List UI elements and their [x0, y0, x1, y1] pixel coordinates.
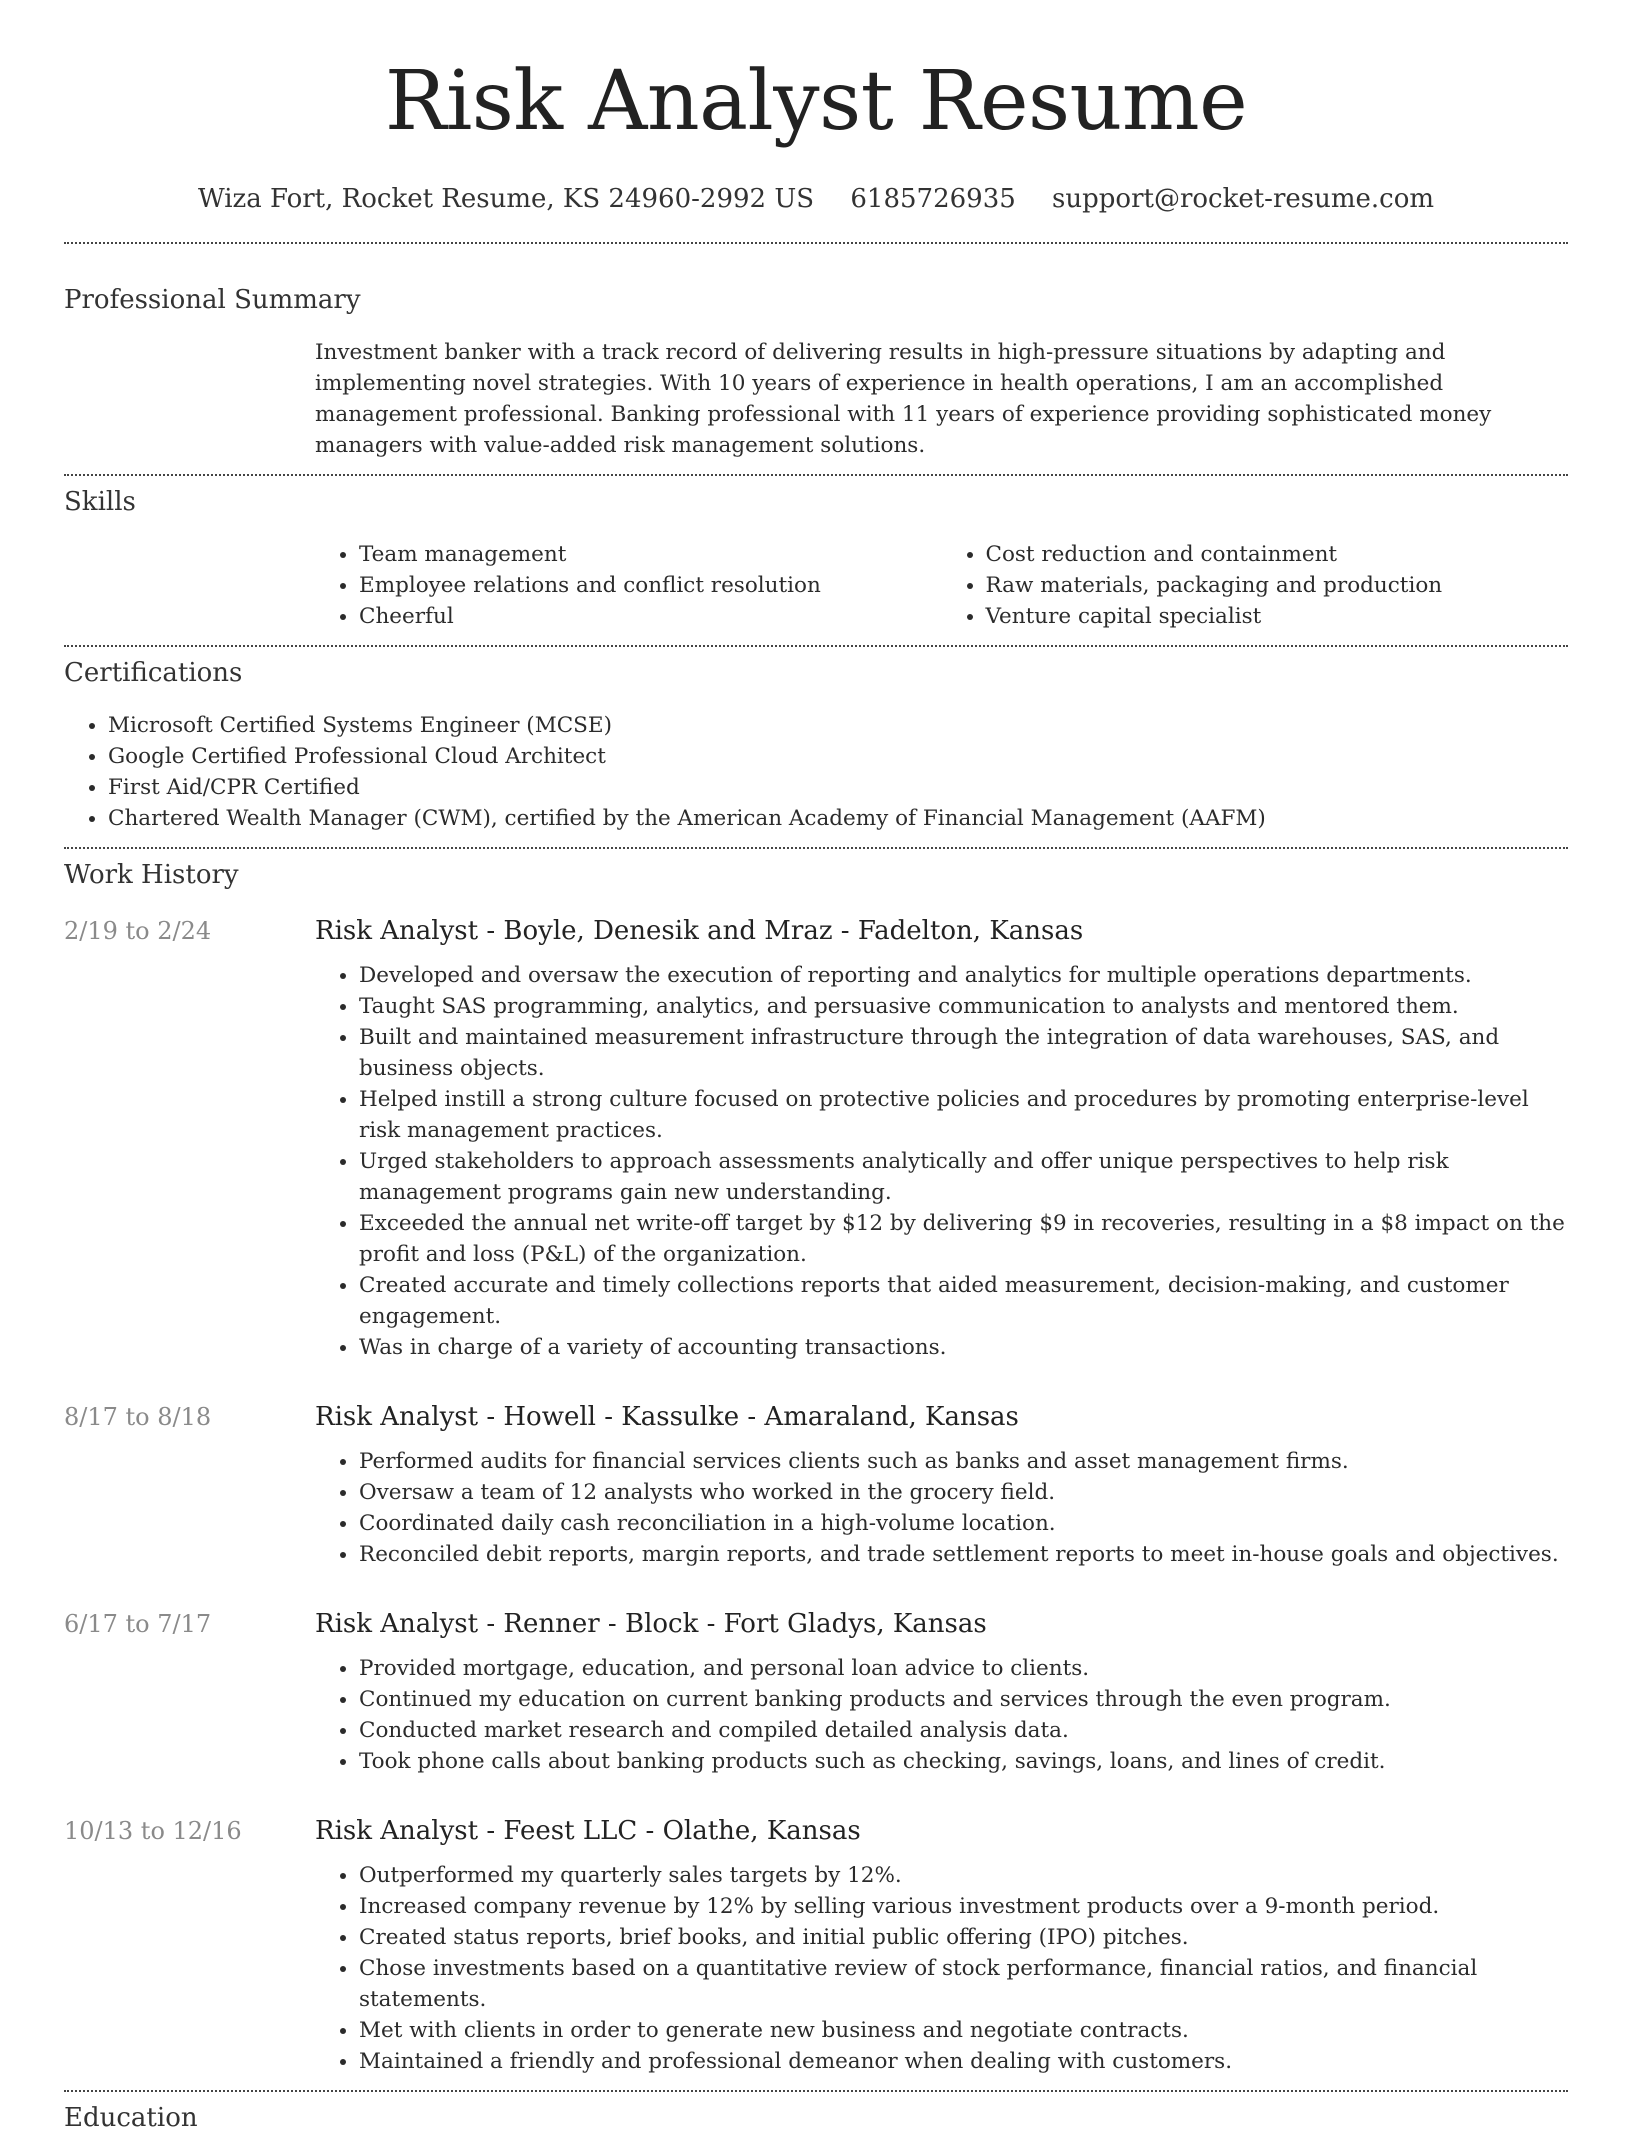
job-bullets — [315, 1653, 1568, 1777]
skill-item: • Raw materials, packaging and production — [986, 570, 1569, 601]
job-dates: 10/13 to 12/16 — [64, 1817, 242, 1845]
skill-item: • Venture capital specialist — [986, 601, 1569, 632]
summary-section — [64, 284, 1568, 461]
job-dates: 2/19 to 2/24 — [64, 917, 212, 945]
job-bullets — [315, 960, 1568, 1363]
skills-section — [64, 486, 1568, 632]
summary-heading: Professional Summary — [64, 285, 361, 315]
job-bullet: • Oversaw a team of 12 analysts who worked in the grocery field. — [359, 1477, 1568, 1508]
job-bullet: • Increased company revenue by 12% by selling various investment products over a 9-month period. — [359, 1891, 1568, 1922]
job-bullet: • Coordinated daily cash reconciliation in a high-volume location. — [359, 1508, 1568, 1539]
skills-columns — [315, 539, 1568, 632]
certification-item: • First Aid/CPR Certified — [108, 772, 1568, 803]
section-divider — [64, 474, 1568, 476]
job-bullet: • Taught SAS programming, analytics, and persuasive communication to analysts and mentored them. — [359, 991, 1568, 1022]
job-bullet: • Built and maintained measurement infrastructure through the integration of data warehouses, SAS, and business objects. — [359, 1022, 1568, 1084]
skills-list-left — [315, 539, 942, 632]
section-divider — [64, 2090, 1568, 2092]
job-bullets — [315, 1446, 1568, 1570]
education-section — [64, 2102, 1568, 2134]
job-bullet: • Performed audits for financial services clients such as banks and asset management firms. — [359, 1446, 1568, 1477]
contact-phone: 6185726935 — [850, 184, 1016, 214]
education-heading: Education — [64, 2103, 198, 2133]
certification-item: • Chartered Wealth Manager (CWM), certified by the American Academy of Financial Management (AAFM) — [108, 803, 1568, 834]
certification-item: • Google Certified Professional Cloud Architect — [108, 741, 1568, 772]
job-bullet: • Chose investments based on a quantitative review of stock performance, financial ratios, and financial statements. — [359, 1953, 1568, 2015]
job-bullet: • Urged stakeholders to approach assessments analytically and offer unique perspectives to help risk management programs gain new understanding. — [359, 1146, 1568, 1208]
job-bullet: • Provided mortgage, education, and personal loan advice to clients. — [359, 1653, 1568, 1684]
skill-item: • Cost reduction and containment — [986, 539, 1569, 570]
contact-email: support@rocket-resume.com — [1052, 184, 1435, 214]
job-bullet: • Exceeded the annual net write-off target by $12 by delivering $9 in recoveries, resulting in a $8 impact on the profit and loss (P&L) of the organization. — [359, 1208, 1568, 1270]
resume-title: Risk Analyst Resume — [384, 54, 1248, 149]
summary-text: Investment banker with a track record of delivering results in high-pressure situations by adapting and implementing novel strategies. With 10 years of experience in health operations, I am an accomplished management professional. Banking professional with 11 years of experience providing sophisticated money managers with value-added risk management solutions. — [315, 340, 1492, 458]
job-bullet: • Met with clients in order to generate new business and negotiate contracts. — [359, 2015, 1568, 2046]
section-divider — [64, 645, 1568, 647]
job-entry — [64, 1401, 1568, 1570]
work-history-section — [64, 859, 1568, 2077]
job-header — [64, 915, 1568, 947]
job-entry — [64, 1608, 1568, 1777]
contact-address: Wiza Fort, Rocket Resume, KS 24960-2992 US — [197, 184, 815, 214]
job-entry — [64, 915, 1568, 1363]
job-bullet: • Helped instill a strong culture focused on protective policies and procedures by promoting enterprise-level risk management practices. — [359, 1084, 1568, 1146]
skill-item: • Cheerful — [359, 601, 942, 632]
section-divider — [64, 847, 1568, 849]
job-bullet: • Was in charge of a variety of accounting transactions. — [359, 1332, 1568, 1363]
job-bullet: • Took phone calls about banking products such as checking, savings, loans, and lines of credit. — [359, 1746, 1568, 1777]
resume-page — [64, 0, 1568, 2134]
job-bullet: • Maintained a friendly and professional demeanor when dealing with customers. — [359, 2046, 1568, 2077]
skills-heading: Skills — [64, 487, 136, 517]
certification-item: • Microsoft Certified Systems Engineer (MCSE) — [108, 710, 1568, 741]
contact-line — [64, 182, 1568, 216]
job-entry — [64, 1815, 1568, 2077]
job-title: Risk Analyst - Feest LLC - Olathe, Kansas — [315, 1816, 861, 1846]
job-bullet: • Created status reports, brief books, and initial public offering (IPO) pitches. — [359, 1922, 1568, 1953]
job-dates: 6/17 to 7/17 — [64, 1610, 212, 1638]
job-title: Risk Analyst - Boyle, Denesik and Mraz - Fadelton, Kansas — [315, 916, 1084, 946]
work-history-heading: Work History — [64, 860, 239, 890]
job-bullet: • Created accurate and timely collections reports that aided measurement, decision-making, and customer engagement. — [359, 1270, 1568, 1332]
job-bullet: • Reconciled debit reports, margin reports, and trade settlement reports to meet in-house goals and objectives. — [359, 1539, 1568, 1570]
job-bullets — [315, 1860, 1568, 2077]
skill-item: • Team management — [359, 539, 942, 570]
job-bullet: • Continued my education on current banking products and services through the even program. — [359, 1684, 1568, 1715]
job-bullet: • Outperformed my quarterly sales targets by 12%. — [359, 1860, 1568, 1891]
certifications-list — [64, 710, 1568, 834]
section-divider — [64, 242, 1568, 244]
job-header — [64, 1608, 1568, 1640]
job-bullet: • Conducted market research and compiled detailed analysis data. — [359, 1715, 1568, 1746]
skills-list-right — [942, 539, 1569, 632]
skill-item: • Employee relations and conflict resolution — [359, 570, 942, 601]
certifications-section — [64, 657, 1568, 834]
job-header — [64, 1815, 1568, 1847]
certifications-heading: Certifications — [64, 658, 243, 688]
job-bullet: • Developed and oversaw the execution of reporting and analytics for multiple operations departments. — [359, 960, 1568, 991]
job-header — [64, 1401, 1568, 1433]
job-title: Risk Analyst - Renner - Block - Fort Gladys, Kansas — [315, 1609, 987, 1639]
job-dates: 8/17 to 8/18 — [64, 1403, 212, 1431]
job-title: Risk Analyst - Howell - Kassulke - Amaraland, Kansas — [315, 1402, 1019, 1432]
